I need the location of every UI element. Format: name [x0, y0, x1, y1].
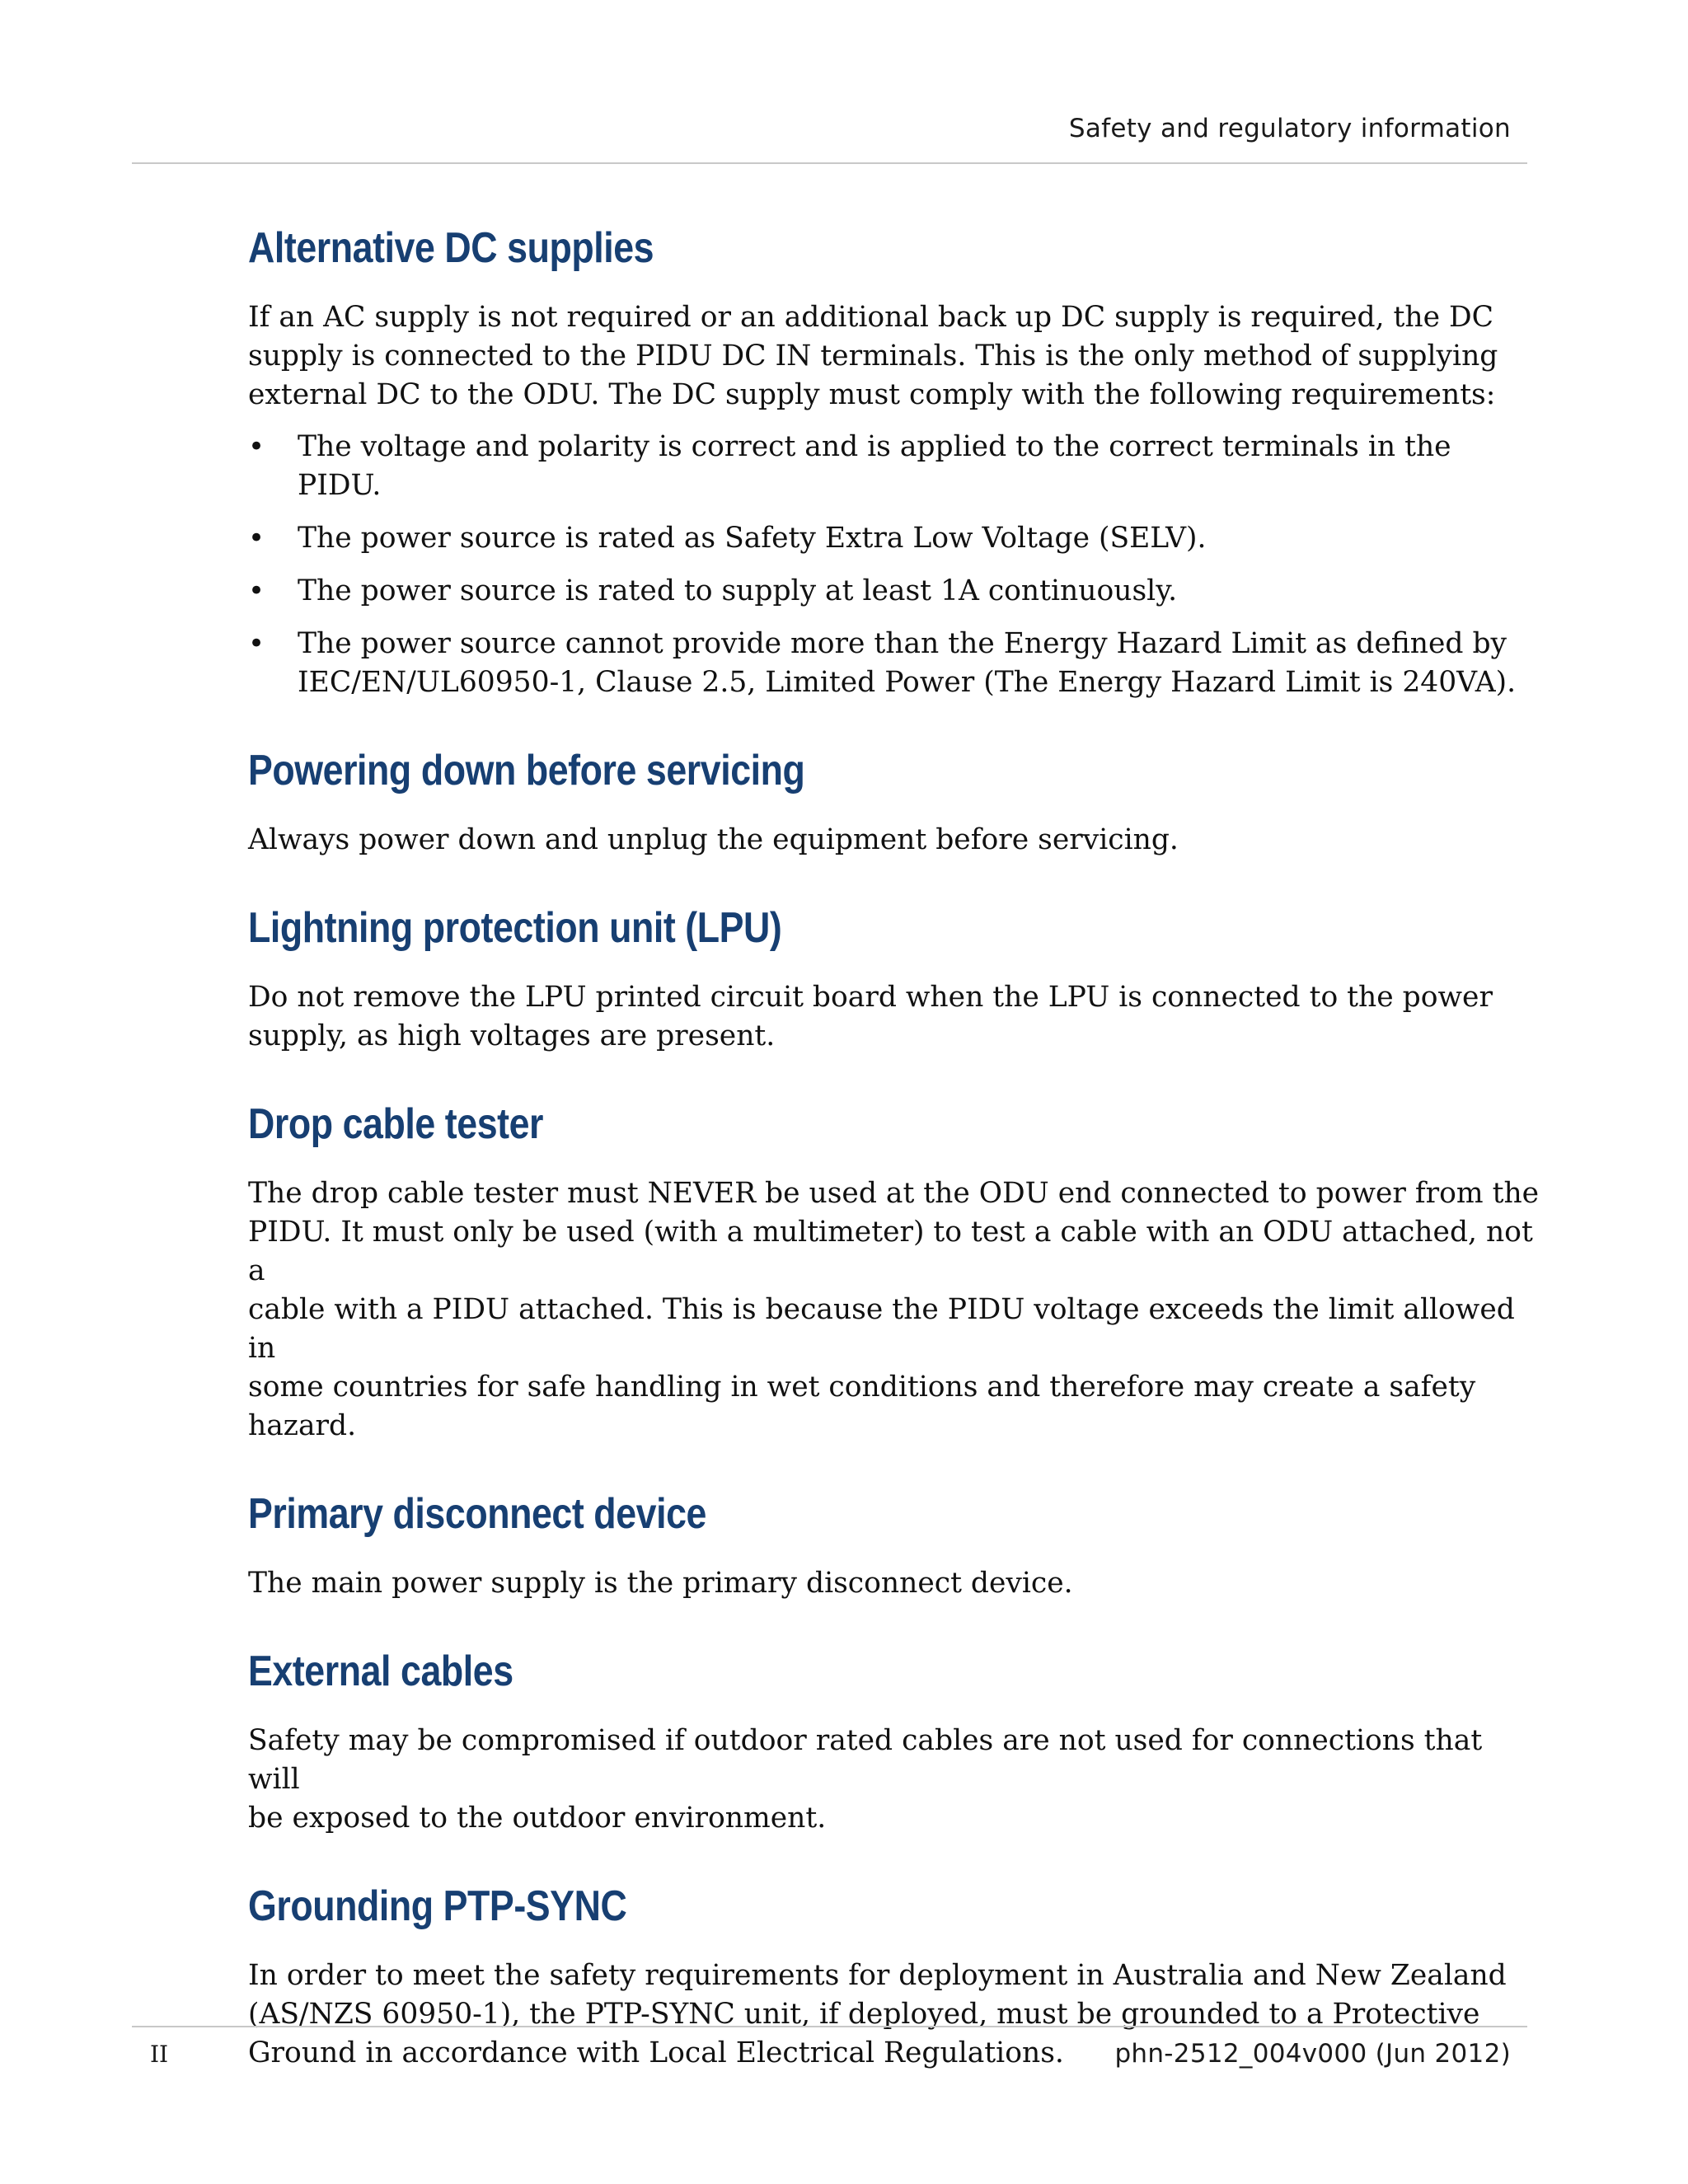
list-item-text: The power source cannot provide more than the Energy Hazard Limit as defined by IEC/EN/UL60950-1, Clause 2.5, Limited Power (The Energy Hazard Limit is 240VA).	[298, 627, 1517, 699]
list-item	[248, 625, 1542, 702]
section-heading: External cables	[248, 1647, 513, 1695]
list-item-text: The voltage and polarity is correct and is applied to the correct terminals in the PIDU.	[298, 430, 1451, 502]
list-item-text: The power source is rated as Safety Extra Low Voltage (SELV).	[298, 522, 1207, 555]
page-header	[132, 114, 1527, 163]
bullet-icon: •	[248, 627, 265, 660]
spacer	[248, 1603, 1542, 1644]
section-body: In order to meet the safety requirements for deployment in Australia and New Zealand (AS/NZS 60950-1), the PTP-SYNC unit, if deployed, must be grounded to a Protective Ground in accordance with Local Electrical Regulations.	[248, 1959, 1507, 2069]
section-powering-down	[248, 743, 1542, 860]
section-heading: Lightning protection unit (LPU)	[248, 904, 782, 952]
section-alternative-dc-supplies	[248, 221, 1542, 702]
section-drop-cable-tester	[248, 1097, 1542, 1446]
page-content	[248, 221, 1542, 2073]
section-lightning-protection-unit	[248, 901, 1542, 1056]
page-footer	[132, 2026, 1527, 2075]
list-item	[248, 519, 1542, 558]
spacer	[248, 716, 1542, 743]
spacer	[248, 1056, 1542, 1097]
list-item	[248, 428, 1542, 505]
section-body: The drop cable tester must NEVER be used at the ODU end connected to power from the PIDU. It must only be used (with a multimeter) to test a cable with an ODU attached, not a cable with a PIDU attached. This is because the PIDU voltage exceeds the limit allowed in some countries for safe handling in wet conditions and therefore may create a safety hazard.	[248, 1177, 1540, 1442]
list-item	[248, 572, 1542, 611]
page-number: II	[150, 2041, 169, 2068]
section-body: Always power down and unplug the equipment before servicing.	[248, 823, 1179, 856]
running-header-title: Safety and regulatory information	[1068, 114, 1511, 143]
bullet-icon: •	[248, 574, 265, 607]
section-heading: Primary disconnect device	[248, 1490, 706, 1538]
spacer	[248, 860, 1542, 901]
bullet-icon: •	[248, 430, 265, 463]
list-item-text: The power source is rated to supply at least 1A continuously.	[298, 574, 1178, 607]
section-external-cables	[248, 1644, 1542, 1838]
footer-divider	[132, 2026, 1527, 2027]
header-divider	[132, 162, 1527, 164]
section-body: Do not remove the LPU printed circuit board when the LPU is connected to the power supply, as high voltages are present.	[248, 981, 1493, 1052]
section-heading: Drop cable tester	[248, 1100, 544, 1148]
section-primary-disconnect-device	[248, 1487, 1542, 1603]
requirements-list	[248, 428, 1542, 702]
section-intro: If an AC supply is not required or an additional back up DC supply is required, the DC supply is connected to the PIDU DC IN terminals. This is the only method of supplying external DC to the ODU. The DC supply must comply with the following requirements:	[248, 301, 1498, 411]
section-heading: Powering down before servicing	[248, 747, 805, 794]
document-id: phn-2512_004v000 (Jun 2012)	[1114, 2039, 1511, 2069]
section-body: Safety may be compromised if outdoor rated cables are not used for connections that will be exposed to the outdoor environment.	[248, 1724, 1483, 1835]
spacer	[248, 1446, 1542, 1487]
section-heading: Alternative DC supplies	[248, 224, 654, 272]
section-body: The main power supply is the primary disconnect device.	[248, 1567, 1073, 1600]
spacer	[248, 1838, 1542, 1879]
bullet-icon: •	[248, 522, 265, 555]
section-heading: Grounding PTP-SYNC	[248, 1882, 627, 1930]
